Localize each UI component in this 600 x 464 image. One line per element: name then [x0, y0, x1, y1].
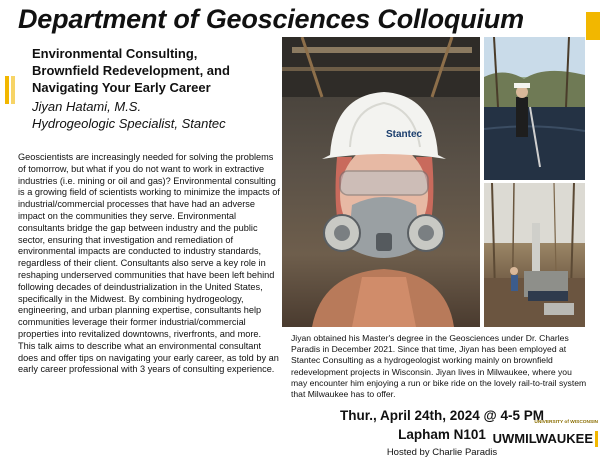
- uwm-logo-mark: UWMILWAUKEE: [492, 431, 593, 446]
- river-photo-illustration: [484, 37, 585, 180]
- speaker-bio: Jiyan obtained his Master's degree in the Geosciences under Dr. Charles Paradis in December 2021. Since that time, Jiyan has been employed at Stantec Consulting as a hydrogeologist working mainly on brownfield redevelopment projects in Wisconsin. Jiyan lives in Milwaukee, where you may encounter him enjoying a run or bike ride on the lovely rail-to-trail system that Milwaukee has to offer.: [291, 333, 587, 400]
- abstract-text: Geoscientists are increasingly needed for solving the problems of tomorrow, but what if you do not want to work in extractive industries (i.e. mining or oil and gas)? Environmental consulting is a growing field of scientists working to minimize the impacts of industrial/commercial processes that have had an adverse impact on the communities they serve. Environmental consultants bridge the gap between industry and the public sector, ensuring that investigation and remediation of environmental impacts are conducted to industry standards, regardless of their client. Consultants also serve a key role in reshaping underserved communities that have been left behind following decades of deindustrialization in the United States, specifically in the Midwest. By combining hydrogeology, engineering, and urban planning expertise, consultants help communities leverage their former industrial/commercial properties into revitalized downtowns, riverfronts, and more. This talk aims to describe what an environmental consultant does and offer tips on navigating your early career, as told by an early career professional with 3 years of consulting experience.: [18, 152, 280, 375]
- helmet-logo-text: Stantec: [386, 129, 423, 140]
- field-photo-drilling: [484, 183, 585, 327]
- event-host: Hosted by Charlie Paradis: [386, 447, 498, 458]
- speaker-name: Jiyan Hatami, M.S.: [32, 99, 142, 114]
- speaker-photo: [282, 37, 480, 327]
- colloquium-title: Department of Geosciences Colloquium: [18, 4, 524, 34]
- talk-title-line-2: Brownfield Redevelopment, and: [32, 63, 230, 78]
- talk-title: [32, 45, 282, 96]
- speaker-photo-illustration: [282, 37, 480, 327]
- accent-bar-left-2: [11, 76, 15, 104]
- event-location: Lapham N101: [398, 427, 486, 442]
- uwm-logo-university: UNIVERSITY of WISCONSIN: [534, 420, 598, 425]
- talk-title-line-1: Environmental Consulting,: [32, 46, 198, 61]
- field-photo-river: [484, 37, 585, 180]
- accent-bar-right: [586, 12, 600, 40]
- uwm-logo-bar: [595, 431, 598, 447]
- drilling-photo-illustration: [484, 183, 585, 327]
- speaker-role: Hydrogeologic Specialist, Stantec: [32, 116, 226, 131]
- accent-bar-left: [5, 76, 9, 104]
- event-datetime: Thur., April 24th, 2024 @ 4-5 PM: [340, 408, 544, 423]
- uwm-logo: [492, 420, 598, 460]
- talk-title-line-3: Navigating Your Early Career: [32, 80, 211, 95]
